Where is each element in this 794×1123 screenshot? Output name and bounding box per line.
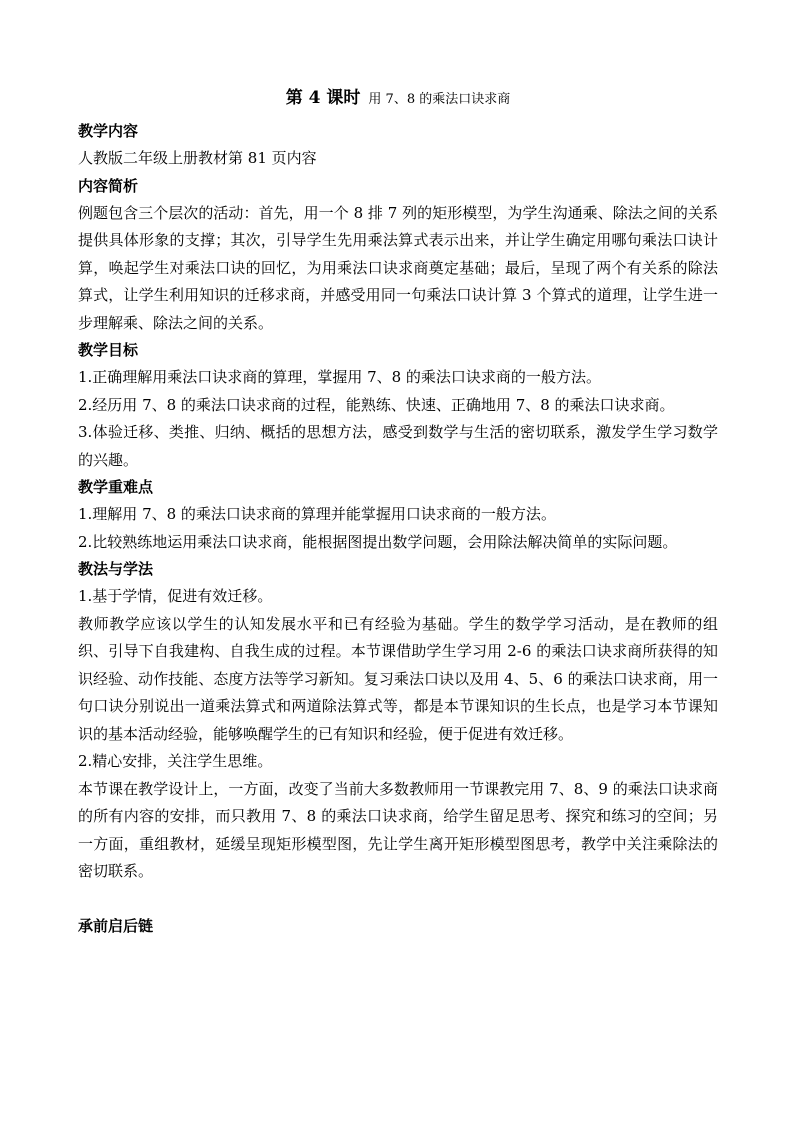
lesson-label: 第 4 课时 xyxy=(285,88,361,108)
paragraph: 3.体验迁移、类推、归纳、概括的思想方法，感受到数学与生活的密切联系，激发学生学习数学的兴趣。 xyxy=(78,423,718,469)
heading-teaching-goals: 教学目标 xyxy=(78,341,139,359)
document-body xyxy=(78,86,718,940)
paragraph: 1.正确理解用乘法口诀求商的算理，掌握用 7、8 的乘法口诀求商的一般方法。 xyxy=(78,368,601,386)
heading-content-analysis: 内容简析 xyxy=(78,176,139,195)
paragraph: 教师教学应该以学生的认知发展水平和已有经验为基础。学生的数学学习活动，是在教师的组织、引导下自我建构、自我生成的过程。本节课借助学生学习用 2-6 的乘法口诀求商所获得的知识经验、动作技能、态度方法等学习新知。复习乘法口诀以及用 4、5、6 的乘法口诀求商，用一句口诀分别说出一道乘法算式和两道除法算式等，都是本节课知识的生长点，也是学习本节课知识的基本活动经验，能够唤醒学生的已有知识和经验，便于促进有效迁移。 xyxy=(78,614,718,743)
lesson-title xyxy=(78,86,718,110)
paragraph: 本节课在教学设计上，一方面，改变了当前大多数教师用一节课教完用 7、8、9 的乘法口诀求商的所有内容的安排，而只教用 7、8 的乘法口诀求商，给学生留足思考、探究和练习的空间；另一方面，重组教材，延缓呈现矩形模型图，先让学生离开矩形模型图思考，教学中关注乘除法的密切联系。 xyxy=(78,779,718,880)
heading-key-difficulties: 教学重难点 xyxy=(78,478,154,496)
lesson-topic: 用 7、8 的乘法口诀求商 xyxy=(368,92,511,107)
heading-continuity-chain: 承前启后链 xyxy=(78,916,154,935)
heading-teaching-content: 教学内容 xyxy=(78,122,139,140)
paragraph: 人教版二年级上册教材第 81 页内容 xyxy=(78,149,317,167)
paragraph: 例题包含三个层次的活动：首先，用一个 8 排 7 列的矩形模型，为学生沟通乘、除法之间的关系提供具体形象的支撑；其次，引导学生先用乘法算式表示出来，并让学生确定用哪句乘法口诀计算，唤起学生对乘法口诀的回忆，为用乘法口诀求商奠定基础；最后，呈现了两个有关系的除法算式，让学生利用知识的迁移求商，并感受用同一句乘法口诀计算 3 个算式的道理，让学生进一步理解乘、除法之间的关系。 xyxy=(78,203,718,332)
blank-line xyxy=(78,886,718,913)
heading-methods: 教法与学法 xyxy=(78,560,154,578)
paragraph: 2.经历用 7、8 的乘法口诀求商的过程，能熟练、快速、正确地用 7、8 的乘法口诀求商。 xyxy=(78,395,675,414)
paragraph: 1.基于学情，促进有效迁移。 xyxy=(78,587,273,605)
paragraph: 2.比较熟练地运用乘法口诀求商，能根据图提出数学问题，会用除法解决简单的实际问题。 xyxy=(78,532,678,551)
paragraph: 2.精心安排，关注学生思维。 xyxy=(78,752,273,770)
paragraph: 1.理解用 7、8 的乘法口诀求商的算理并能掌握用口诀求商的一般方法。 xyxy=(78,505,556,523)
